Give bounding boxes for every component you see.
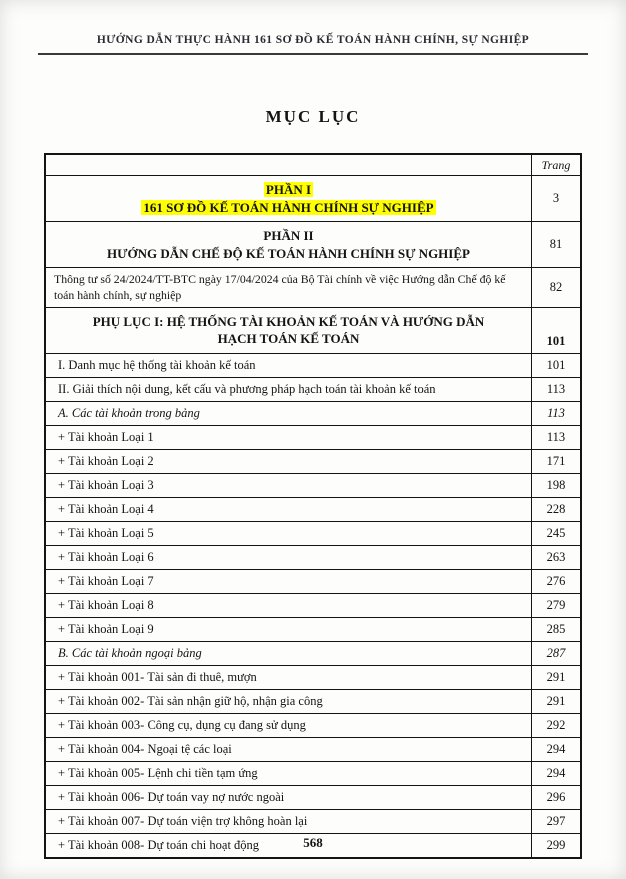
toc-entry-title: + Tài khoản 003- Công cụ, dụng cụ đang sử dụng	[46, 714, 532, 737]
toc-column-header-empty	[46, 155, 532, 175]
toc-row	[46, 268, 580, 308]
toc-entry-page: 296	[546, 789, 566, 804]
toc-entry-title: + Tài khoản 002- Tài sản nhận giữ hộ, nhận gia công	[46, 690, 532, 713]
toc-row	[46, 402, 580, 426]
toc-entry-title: + Tài khoản Loại 9	[46, 618, 532, 641]
toc-row	[46, 378, 580, 402]
toc-entry-title: II. Giải thích nội dung, kết cấu và phương pháp hạch toán tài khoản kế toán	[46, 378, 532, 401]
header-rule	[38, 53, 588, 55]
toc-entry-title: + Tài khoản 004- Ngoại tệ các loại	[46, 738, 532, 761]
toc-entry-page: 3	[552, 191, 560, 206]
toc-row	[46, 786, 580, 810]
toc-entry-title: + Tài khoản 006- Dự toán vay nợ nước ngoài	[46, 786, 532, 809]
toc-row	[46, 618, 580, 642]
toc-entry-title: + Tài khoản 001- Tài sản đi thuê, mượn	[46, 666, 532, 689]
toc-row	[46, 666, 580, 690]
toc-entry-page: 294	[546, 765, 566, 780]
toc-entry-page: 291	[546, 669, 566, 684]
toc-entry-title: + Tài khoản Loại 7	[46, 570, 532, 593]
toc-row	[46, 714, 580, 738]
toc-entry-page: 198	[546, 477, 566, 492]
toc-entry-title: + Tài khoản Loại 4	[46, 498, 532, 521]
toc-entry-page: 279	[546, 597, 566, 612]
toc-entry-title: + Tài khoản Loại 2	[46, 450, 532, 473]
toc-entry-page: 291	[546, 693, 566, 708]
toc-entry-page: 228	[546, 501, 566, 516]
toc-row	[46, 354, 580, 378]
toc-table-body	[46, 176, 580, 857]
toc-row	[46, 308, 580, 354]
toc-entry-page: 276	[546, 573, 566, 588]
toc-entry-title: + Tài khoản Loại 5	[46, 522, 532, 545]
toc-entry-page: 292	[546, 717, 566, 732]
toc-entry-title: B. Các tài khoản ngoại bảng	[46, 642, 532, 665]
toc-entry-page: 245	[546, 525, 566, 540]
toc-row	[46, 498, 580, 522]
toc-entry-title: PHỤ LỤC I: HỆ THỐNG TÀI KHOẢN KẾ TOÁN VÀ HƯỚNG DẪN HẠCH TOÁN KẾ TOÁN	[46, 308, 532, 353]
toc-row	[46, 738, 580, 762]
toc-row	[46, 594, 580, 618]
toc-row	[46, 642, 580, 666]
toc-entry-title: + Tài khoản 007- Dự toán viện trợ không hoàn lại	[46, 810, 532, 833]
toc-row	[46, 450, 580, 474]
toc-entry-page: 101	[546, 357, 566, 372]
toc-row	[46, 474, 580, 498]
toc-row	[46, 546, 580, 570]
toc-row	[46, 522, 580, 546]
running-head: HƯỚNG DẪN THỰC HÀNH 161 SƠ ĐỒ KẾ TOÁN HÀNH CHÍNH, SỰ NGHIỆP	[96, 34, 530, 46]
toc-row	[46, 690, 580, 714]
toc-entry-title: + Tài khoản Loại 8	[46, 594, 532, 617]
toc-entry-title: + Tài khoản 008- Dự toán chi hoạt động	[46, 834, 532, 857]
toc-entry-title: + Tài khoản Loại 1	[46, 426, 532, 449]
toc-entry-title: + Tài khoản 005- Lệnh chi tiền tạm ứng	[46, 762, 532, 785]
toc-entry-page: 113	[546, 381, 566, 396]
toc-row	[46, 810, 580, 834]
toc-column-header-row	[46, 155, 580, 176]
toc-entry-title: A. Các tài khoản trong bảng	[46, 402, 532, 425]
toc-entry-page: 82	[549, 280, 563, 295]
toc-row	[46, 176, 580, 222]
toc-table	[44, 153, 582, 859]
toc-entry-title: PHẦN II HƯỚNG DẪN CHẾ ĐỘ KẾ TOÁN HÀNH CHÍNH SỰ NGHIỆP	[46, 222, 532, 267]
toc-entry-page: 171	[546, 453, 566, 468]
page-title: MỤC LỤC	[265, 107, 361, 126]
toc-entry-page: 81	[549, 237, 563, 252]
toc-row	[46, 762, 580, 786]
toc-entry-title: PHẦN I 161 SƠ ĐỒ KẾ TOÁN HÀNH CHÍNH SỰ NGHIỆP	[46, 176, 532, 221]
toc-entry-page: 101	[546, 333, 566, 348]
toc-entry-title: Thông tư số 24/2024/TT-BTC ngày 17/04/2024 của Bộ Tài chính về việc Hướng dẫn Chế độ kế toán hành chính, sự nghiệp	[46, 268, 532, 307]
toc-entry-page: 294	[546, 741, 566, 756]
toc-row	[46, 570, 580, 594]
footer-page-number: 568	[303, 835, 323, 850]
toc-entry-page: 297	[546, 813, 566, 828]
toc-entry-title: + Tài khoản Loại 3	[46, 474, 532, 497]
toc-entry-page: 299	[546, 837, 566, 852]
toc-row	[46, 426, 580, 450]
toc-entry-page: 113	[546, 429, 566, 444]
toc-entry-page: 263	[546, 549, 566, 564]
toc-entry-page: 285	[546, 621, 566, 636]
toc-entry-page: 287	[546, 645, 566, 660]
toc-entry-page: 113	[547, 405, 565, 420]
toc-column-header-page: Trang	[541, 157, 571, 172]
toc-row	[46, 222, 580, 268]
toc-entry-title: + Tài khoản Loại 6	[46, 546, 532, 569]
toc-entry-title: I. Danh mục hệ thống tài khoản kế toán	[46, 354, 532, 377]
